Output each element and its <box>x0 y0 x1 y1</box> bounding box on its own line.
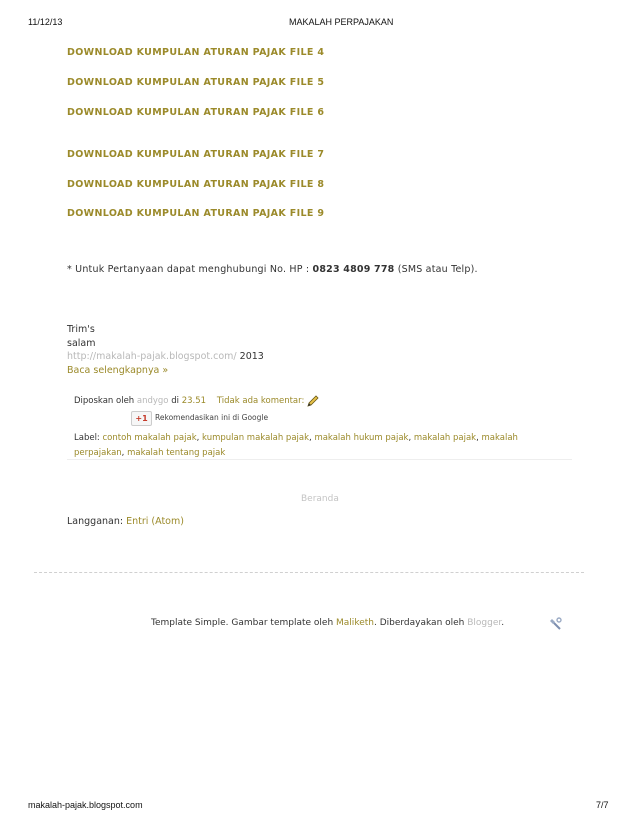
google-plus-one-button[interactable] <box>131 411 152 426</box>
signature-line-2: salam <box>67 338 96 349</box>
label-link[interactable]: makalah tentang pajak <box>127 448 226 458</box>
blog-url-link[interactable]: http://makalah-pajak.blogspot.com/ <box>67 351 237 362</box>
print-date: 11/12/13 <box>28 17 63 27</box>
contact-note-text: * Untuk Pertanyaan dapat menghubungi No. HP : <box>67 264 313 275</box>
home-link[interactable]: Beranda <box>301 494 339 504</box>
download-link-file-9[interactable]: DOWNLOAD KUMPULAN ATURAN PAJAK FILE 9 <box>67 208 325 219</box>
attribution-text-2: . Diberdayakan oleh <box>373 618 468 628</box>
download-link-file-4[interactable]: DOWNLOAD KUMPULAN ATURAN PAJAK FILE 4 <box>67 47 325 58</box>
label-link[interactable]: kumpulan makalah pajak <box>202 433 310 443</box>
at-label: di <box>168 396 182 406</box>
labels-prefix: Label: <box>74 433 103 443</box>
download-link-file-8[interactable]: DOWNLOAD KUMPULAN ATURAN PAJAK FILE 8 <box>67 179 325 190</box>
recommend-text: Rekomendasikan ini di Google <box>155 413 269 422</box>
contact-phone: 0823 4809 778 <box>312 264 395 275</box>
attribution-text: Template Simple. Gambar template oleh <box>151 618 337 628</box>
print-footer-site: makalah-pajak.blogspot.com <box>28 800 143 810</box>
signature-line-3 <box>67 351 264 362</box>
post-separator <box>67 459 572 460</box>
read-more-link[interactable]: Baca selengkapnya » <box>67 365 169 376</box>
signature-line-1: Trim's <box>67 324 95 335</box>
maliketh-link[interactable]: Maliketh <box>336 618 374 628</box>
download-link-file-7[interactable]: DOWNLOAD KUMPULAN ATURAN PAJAK FILE 7 <box>67 149 325 160</box>
post-labels: Label: contoh makalah pajak, kumpulan makalah pajak, makalah hukum pajak, makalah pajak, makalah perpajakan, makalah tentang pajak <box>74 433 518 458</box>
quick-edit-wrench-icon[interactable] <box>549 617 562 630</box>
label-link[interactable]: makalah perpajakan <box>74 433 518 458</box>
print-title: MAKALAH PERPAJAKAN <box>289 17 394 27</box>
edit-pencil-icon[interactable] <box>306 394 320 408</box>
footer-separator <box>34 572 584 573</box>
download-link-file-6[interactable]: DOWNLOAD KUMPULAN ATURAN PAJAK FILE 6 <box>67 107 325 118</box>
blogger-link[interactable]: Blogger <box>467 618 502 628</box>
label-link[interactable]: makalah hukum pajak <box>314 433 409 443</box>
subscription <box>67 516 184 527</box>
contact-note <box>67 264 478 275</box>
post-time-link[interactable]: 23.51 <box>181 396 207 406</box>
label-link[interactable]: contoh makalah pajak <box>102 433 197 443</box>
post-meta <box>74 396 304 406</box>
posted-by-label: Diposkan oleh <box>74 396 137 406</box>
attribution-end: . <box>501 618 505 628</box>
print-page-number: 7/7 <box>596 800 609 810</box>
signature-year: 2013 <box>236 351 264 362</box>
download-link-file-5[interactable]: DOWNLOAD KUMPULAN ATURAN PAJAK FILE 5 <box>67 77 325 88</box>
plus-one-label: +1 <box>135 414 148 423</box>
comments-link[interactable]: Tidak ada komentar: <box>216 396 305 406</box>
template-attribution <box>151 618 504 628</box>
atom-feed-link[interactable]: Entri (Atom) <box>126 516 184 527</box>
contact-note-suffix: (SMS atau Telp). <box>394 264 478 275</box>
author-link[interactable]: andygo <box>136 396 169 406</box>
label-link[interactable]: makalah pajak <box>413 433 477 443</box>
subscription-label: Langganan: <box>67 516 127 527</box>
